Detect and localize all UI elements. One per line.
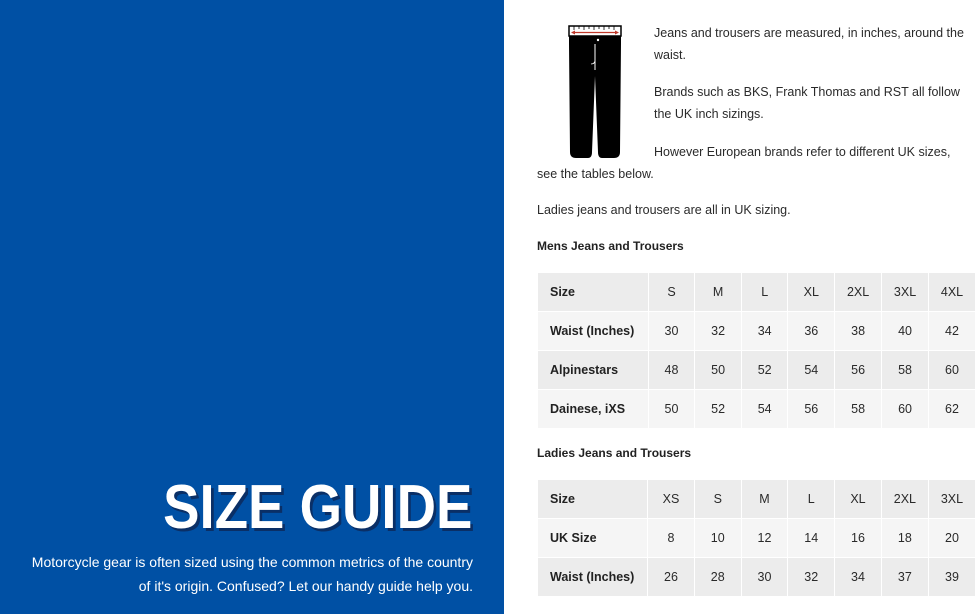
table-cell: 52: [695, 390, 742, 429]
table-cell: 54: [741, 390, 788, 429]
table-cell: S: [648, 273, 695, 312]
table-cell: 12: [741, 519, 788, 558]
table-cell: 32: [788, 558, 835, 597]
table-cell: 34: [835, 558, 882, 597]
table-cell: 2XL: [835, 273, 882, 312]
intro-paragraph-2: Brands such as BKS, Frank Thomas and RST all follow the UK inch sizings.: [654, 85, 960, 121]
table-row: [538, 480, 976, 519]
table-cell: 48: [648, 351, 695, 390]
table-cell: 2XL: [881, 480, 928, 519]
table-cell: 50: [648, 390, 695, 429]
table-cell: XL: [835, 480, 882, 519]
table-cell: 16: [835, 519, 882, 558]
table-cell: 30: [648, 312, 695, 351]
table-cell: 18: [881, 519, 928, 558]
ladies-table-heading: Ladies Jeans and Trousers: [537, 446, 692, 460]
table-cell: 60: [929, 351, 976, 390]
row-label: Alpinestars: [538, 351, 649, 390]
table-cell: 26: [648, 558, 695, 597]
row-label: Size: [538, 480, 648, 519]
intro-paragraph-4: Ladies jeans and trousers are all in UK sizing.: [537, 203, 791, 217]
table-cell: 30: [741, 558, 788, 597]
hero-subtitle: [3, 550, 473, 598]
table-cell: XS: [648, 480, 695, 519]
table-cell: 62: [929, 390, 976, 429]
table-cell: S: [694, 480, 741, 519]
table-cell: 37: [881, 558, 928, 597]
hero-subtitle-line2: of it's origin. Confused? Let our handy guide help you.: [138, 578, 473, 594]
row-label: Size: [538, 273, 649, 312]
table-cell: M: [695, 273, 742, 312]
table-cell: 4XL: [929, 273, 976, 312]
table-cell: 58: [835, 390, 882, 429]
table-cell: XL: [788, 273, 835, 312]
table-cell: 39: [928, 558, 975, 597]
table-cell: 42: [929, 312, 976, 351]
table-row: [538, 351, 976, 390]
table-cell: L: [788, 480, 835, 519]
table-cell: 36: [788, 312, 835, 351]
table-cell: 10: [694, 519, 741, 558]
intro-paragraph-3: However European brands refer to different UK sizes, see the tables below.: [537, 145, 951, 181]
mens-table-heading: Mens Jeans and Trousers: [537, 239, 684, 253]
hero-subtitle-line1: Motorcycle gear is often sized using the common metrics of the country: [31, 554, 473, 570]
table-row: [538, 558, 976, 597]
table-cell: 54: [788, 351, 835, 390]
table-cell: 34: [741, 312, 788, 351]
trousers-measure-icon: [568, 24, 622, 160]
table-cell: 3XL: [928, 480, 975, 519]
table-row: [538, 390, 976, 429]
table-cell: 38: [835, 312, 882, 351]
ladies-size-table: [537, 479, 976, 597]
table-cell: 32: [695, 312, 742, 351]
table-cell: 56: [788, 390, 835, 429]
table-cell: 20: [928, 519, 975, 558]
intro-paragraph-1: Jeans and trousers are measured, in inches, around the waist.: [654, 26, 964, 62]
table-cell: 50: [695, 351, 742, 390]
table-cell: 40: [882, 312, 929, 351]
table-cell: L: [741, 273, 788, 312]
row-label: Waist (Inches): [538, 312, 649, 351]
size-guide-content: [504, 0, 976, 614]
table-row: [538, 519, 976, 558]
table-cell: 3XL: [882, 273, 929, 312]
table-cell: 14: [788, 519, 835, 558]
row-label: Dainese, iXS: [538, 390, 649, 429]
row-label: Waist (Inches): [538, 558, 648, 597]
table-cell: M: [741, 480, 788, 519]
table-row: [538, 273, 976, 312]
table-cell: 28: [694, 558, 741, 597]
table-cell: 56: [835, 351, 882, 390]
table-cell: 52: [741, 351, 788, 390]
page-title: SIZE GUIDE: [162, 473, 472, 542]
table-row: [538, 312, 976, 351]
row-label: UK Size: [538, 519, 648, 558]
mens-size-table: [537, 272, 976, 429]
table-cell: 58: [882, 351, 929, 390]
table-cell: 60: [882, 390, 929, 429]
table-cell: 8: [648, 519, 695, 558]
